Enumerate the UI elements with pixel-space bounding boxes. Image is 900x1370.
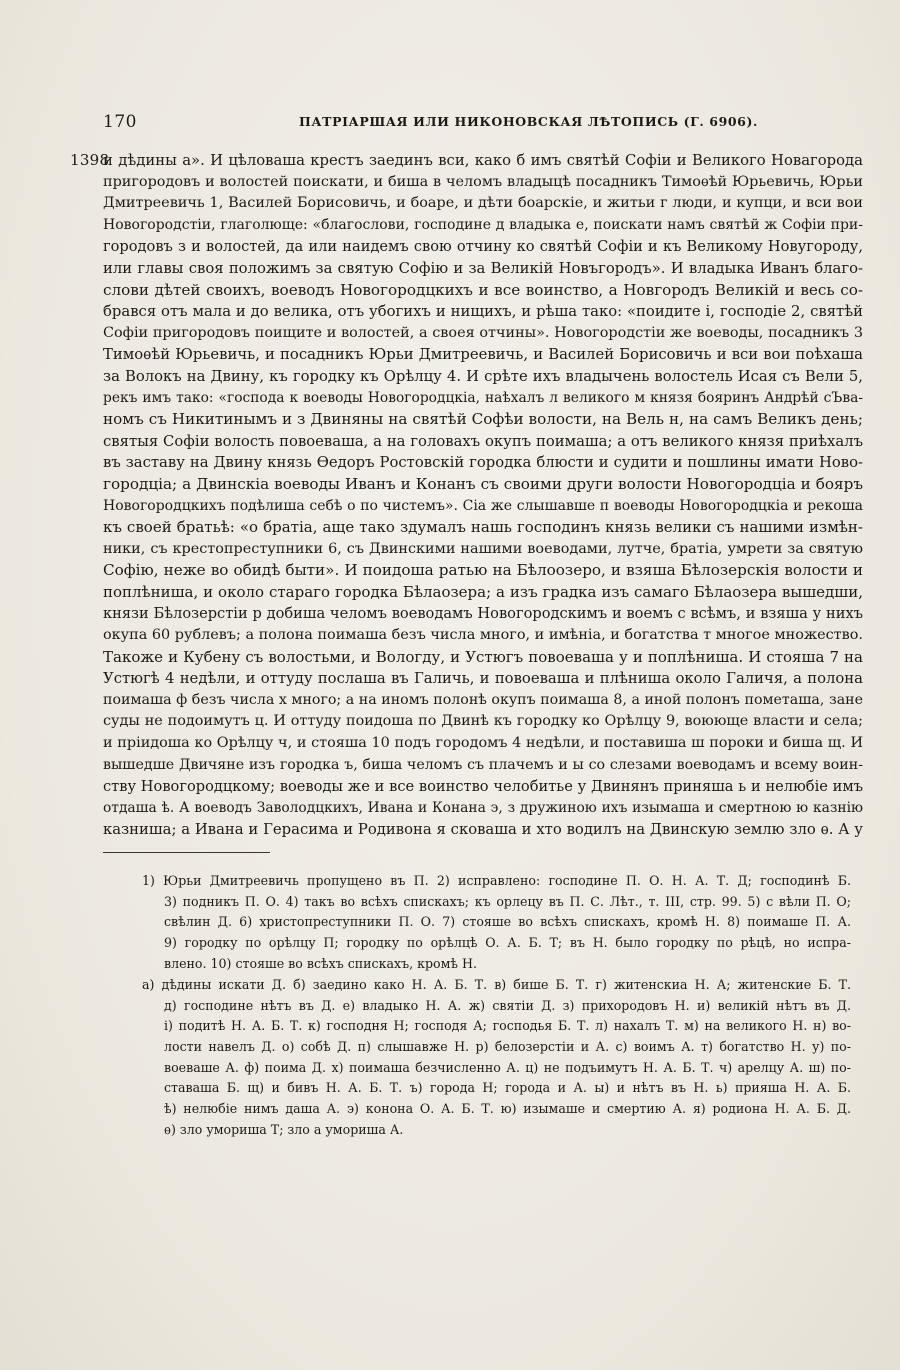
text-line: брався отъ мала и до велика, отъ убогихъ и нищихъ, и рѣша тако: «поидите і, господіе 2, святѣй — [103, 303, 863, 321]
text-line: Новогородстіи, глаголюще: «благослови, господине д владыка е, поискати намъ святѣй ж Софіи при- — [103, 216, 863, 233]
text-line: поимаша ф безъ числа х много; а на иномъ полонѣ окупъ поимаша 8, а иной полонъ пометаша, зане — [103, 691, 863, 708]
variant-line: ставаша Б. щ) и бивъ Н. А. Б. Т. ъ) города Н; города и А. ы) и нѣтъ въ Н. ь) прияша Н. А. Б. — [164, 1080, 851, 1096]
text-line: ству Новогородцкому; воеводы же и все воинство челобитье у Двинянъ приняша ь и нелюбіе имъ — [103, 778, 863, 796]
footnote-line: 9) городку по орѣлцу П; городку по орѣлцѣ О. А. Б. Т; въ Н. было городку по рѣцѣ, но испра- — [164, 935, 851, 951]
text-line: казниша; а Ивана и Герасима и Родивона я сковаша и хто водилъ на Двинскую землю зло ѳ. А у — [103, 821, 863, 839]
text-line: къ своей братьѣ: «о братіа, аще тако здумалъ нашь господинъ князь велики съ нашими измѣн- — [103, 518, 863, 537]
footnote-divider — [103, 852, 270, 853]
text-line: за Волокъ на Двину, къ городку къ Орѣлцу 4. И срѣте ихъ владычень волостель Исая съ Вели 5, — [103, 367, 863, 385]
text-line: въ заставу на Двину князь Ѳедоръ Ростовскій городка блюсти и судити и пошлины имати Ново- — [103, 454, 863, 472]
footnote-line: влено. 10) стояше во всѣхъ спискахъ, кромѣ Н. — [164, 955, 477, 971]
text-line: Такоже и Кубену съ волостьми, и Вологду, и Устюгъ повоеваша у и поплѣниша. И стояша 7 на — [103, 647, 863, 666]
variant-line: а) дѣдины искати Д. б) заедино како Н. А. Б. Т. в) бише Б. Т. г) житенскиа Н. А; житенские Б. Т. — [142, 977, 851, 992]
variant-line: ѳ) зло уморишa Т; зло а умориша А. — [164, 1121, 404, 1137]
text-line: ники, съ крестопреступники 6, съ Двинскими нашими воеводами, лутче, братіа, умрети за святую — [103, 540, 863, 557]
text-line: Софію, неже во обидѣ быти». И поидоша ратью на Бѣлоозеро, и взяша Бѣлозерскія волости и — [103, 561, 863, 580]
margin-year-marker: 1398 — [70, 151, 110, 169]
variant-line: ѣ) нелюбіе нимъ даша А. э) конона О. А. Б. Т. ю) изымаше и смертию А. я) родиона Н. А. Б. Д. — [164, 1101, 851, 1117]
text-line: вышедше Двичяне изъ городка ъ, биша челомъ съ плачемъ и ы со слезами воеводамъ и всему воин- — [103, 756, 863, 773]
variant-line: д) господине нѣтъ въ Д. е) владыко Н. А. ж) святіи Д. з) прихородовъ Н. и) великій нѣтъ въ Д. — [164, 997, 851, 1013]
footnote-line: 1) Юрьи Дмитреевичь пропущено въ П. 2) исправлено: господине П. О. Н. А. Т. Д; господинѣ Б. — [142, 873, 851, 888]
footnote-line: 3) подникъ П. О. 4) такъ во всѣхъ спискахъ; къ орлецу въ П. С. Лѣт., т. III, стр. 99. 5) с вѣли П. О; — [164, 893, 851, 909]
text-line: номъ съ Никитинымъ и з Двиняны на святѣй Софѣи волости, на Вель н, на самъ Великъ день; — [103, 410, 863, 429]
numbered-footnotes — [142, 871, 851, 974]
page-header — [103, 112, 863, 136]
text-line: рекъ имъ тако: «господа к воеводы Новогородцкіа, наѣхалъ л великого м князя бояринъ Андрѣй сЪва- — [103, 389, 863, 406]
text-line: князи Бѣлозерстіи р добиша челомъ воеводамъ Новогородскимъ и воемъ с всѣмъ, и взяша у нихъ — [103, 605, 863, 623]
text-line: окупа 60 рублевъ; а полона поимаша безъ числа много, и имѣніа, и богатства т многое множество. — [103, 627, 863, 644]
text-line: и дѣдины а». И цѣловаша крестъ заединъ вси, како б имъ святѣй Софіи и Великого Новагорода — [103, 152, 863, 169]
footnote-line: свѣлин Д. 6) христопреступники П. О. 7) стояше во всѣхъ спискахъ, кромѣ Н. 8) поимаше П. А. — [164, 914, 851, 930]
variant-line: лости навелъ Д. о) собѣ Д. п) слышавже Н. р) белозерстіи и А. с) воимъ А. т) богатство Н. у) по- — [164, 1039, 851, 1055]
text-line: Тимоѳѣй Юрьевичь, и посадникъ Юрьи Дмитреевичь, и Василей Борисовичь и вси вои поѣхаша — [103, 346, 863, 364]
running-head: ПАТРІАРШАЯ ИЛИ НИКОНОВСКАЯ ЛѢТОПИСЬ (Г. 6906). — [299, 114, 758, 129]
text-line: городціа; а Двинскіа воеводы Иванъ и Конанъ съ своими други волости Новогородціа и бояръ — [103, 474, 863, 493]
text-line: городовъ з и волостей, да или наидемъ свою отчину ко святѣй Софіи и къ Великому Новугороду, — [103, 238, 863, 256]
text-line: или главы своя положимъ за святую Софію и за Великій Новъгородъ». И владыка Иванъ благо- — [103, 259, 863, 277]
text-line: Новогородцкихъ подѣлиша себѣ о по чистемъ». Сіа же слышавше п воеводы Новогородцкіа и рекоша — [103, 497, 863, 514]
variant-readings — [142, 975, 851, 1141]
text-line: и пріидоша ко Орѣлцу ч, и стояша 10 подъ городомъ 4 недѣли, и поставиша ш пороки и биша щ. И — [103, 735, 863, 752]
text-line: Софіи пригородовъ поищите и волостей, а своея отчины». Новогородстіи же воеводы, посадникъ 3 — [103, 324, 863, 341]
text-line: пригородовъ и волостей поискати, и биша в челомъ владыцѣ посадникъ Тимоѳѣй Юрьевичь, Юрьи — [103, 173, 863, 190]
text-line: святыя Софіи волость повоеваша, а на головахъ окупъ поимаша; а отъ великого князя приѣхалъ — [103, 432, 863, 450]
variant-line: воеваше А. ф) поима Д. х) поимаша безчисленно А. ц) не подъимутъ Н. А. Б. Т. ч) арелцу А. ш) по- — [164, 1059, 851, 1075]
text-line: отдаша ѣ. А воеводъ Заволодцкихъ, Ивана и Конана э, з дружиною ихъ изымаша и смертною ю казнію — [103, 799, 863, 816]
variant-line: і) подитѣ Н. А. Б. Т. к) господня Н; господя А; господья Б. Т. л) нахалъ Т. м) на великого Н. н) во- — [164, 1018, 851, 1034]
text-line: суды не подоимутъ ц. И оттуду поидоша по Двинѣ къ городку ко Орѣлцу 9, воююще власти и села; — [103, 713, 863, 730]
text-line: Устюгѣ 4 недѣли, и оттуду послаша въ Галичь, и повоеваша и плѣниша около Галичя, а полона — [103, 670, 863, 688]
page-number: 170 — [103, 112, 137, 132]
text-line: слови дѣтей своихъ, воеводъ Новогородцкихъ и все воинство, а Новгородъ Великій и весь со- — [103, 280, 863, 299]
text-line: поплѣниша, и около стараго городка Бѣлаозера; а изъ градка изъ самаго Бѣлаозера вышедши, — [103, 582, 863, 601]
main-text — [103, 150, 863, 841]
text-line: Дмитреевичь 1, Василей Борисовичь, и боаре, и дѣти боарскіе, и житьи г люди, и купци, и вси вои — [103, 195, 863, 212]
